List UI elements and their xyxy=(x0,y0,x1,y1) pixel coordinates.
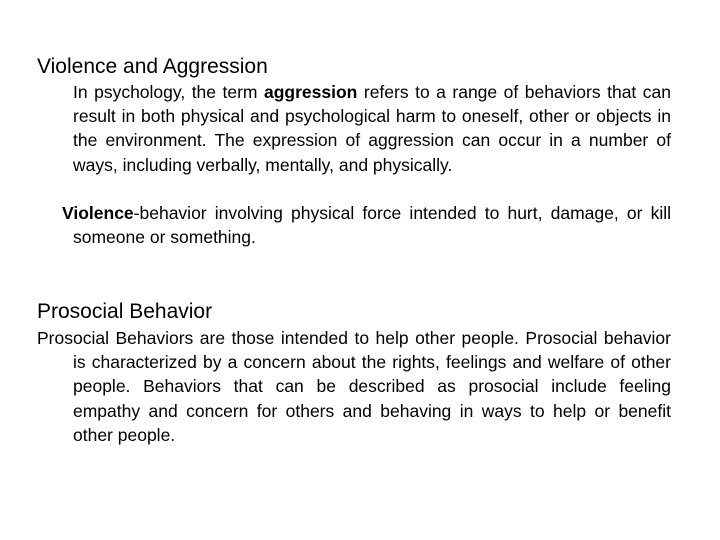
violence-term: Violence xyxy=(62,203,134,223)
violence-aggression-heading: Violence and Aggression xyxy=(37,55,268,78)
prosocial-behavior-heading: Prosocial Behavior xyxy=(37,300,213,323)
aggression-text-after: refers to a range of behaviors that can result in both physical and psychological harm to oneself, other or objects in the environment. The expression of aggression can occur in a number of ways, including verbally, mentally, and physically. xyxy=(73,82,671,175)
aggression-term: aggression xyxy=(264,82,358,102)
aggression-text-before: In psychology, the term xyxy=(73,82,264,102)
violence-definition-paragraph xyxy=(62,201,671,249)
prosocial-definition-paragraph: Prosocial Behaviors are those intended to help other people. Prosocial behavior is characterized by a concern about the rights, feelings and welfare of other people. Behaviors that can be described as prosocial include feeling empathy and concern for others and behaving in ways to help or benefit other people. xyxy=(37,328,671,445)
violence-definition-text: -behavior involving physical force intended to hurt, damage, or kill someone or something. xyxy=(73,203,671,248)
aggression-definition-paragraph xyxy=(73,80,671,177)
